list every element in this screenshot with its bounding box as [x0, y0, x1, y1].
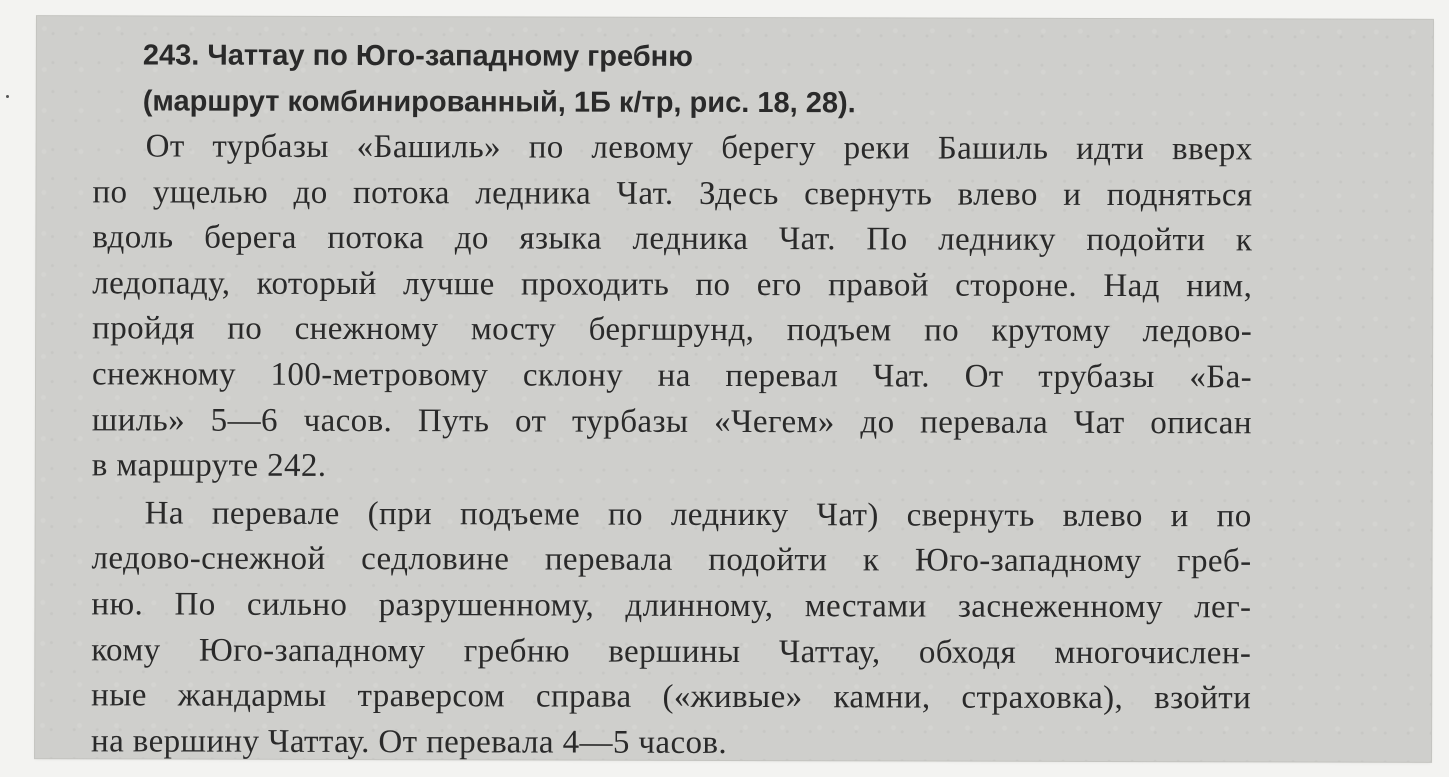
- route-title: 243. Чаттау по Юго-западному гребню: [142, 39, 693, 73]
- paper-clipping: [35, 16, 1433, 762]
- text-line: ледово-снежной седловине перевала подойти к Юго-западному греб-: [91, 540, 1252, 580]
- text-line: пройдя по снежному мосту бергшрунд, подъем по крутому ледово-: [92, 310, 1253, 350]
- text-line: на вершину Чаттау. От перевала 4—5 часов.: [91, 723, 728, 761]
- text-line: вдоль берега потока до языка ледника Чат. По леднику подойти к: [92, 219, 1253, 259]
- text-line: ные жандармы траверсом справа («живые» камни, страховка), взойти: [91, 677, 1252, 717]
- text-line: снежному 100-метровому склону на перевал Чат. От трубазы «Ба-: [91, 356, 1253, 396]
- text-line: в маршруте 242.: [91, 447, 327, 485]
- paragraph-ascent: [91, 491, 1252, 768]
- text-line: ню. По сильно разрушенному, длинному, местами заснеженному лег-: [91, 586, 1252, 626]
- text-line: шиль» 5—6 часов. Путь от турбазы «Чегем» до перевала Чат описан: [91, 401, 1252, 441]
- text-line: по ущелью до потока ледника Чат. Здесь свернуть влево и подняться: [92, 173, 1253, 213]
- text-line: На перевале (при подъеме по леднику Чат) свернуть влево и по: [144, 495, 1252, 535]
- text-line: кому Юго-западному гребню вершины Чаттау, обходя многочислен-: [91, 631, 1252, 671]
- route-description: [91, 32, 1253, 767]
- dust-speck: [6, 95, 9, 98]
- route-subtitle: (маршрут комбинированный, 1Б к/тр, рис. 18, 28).: [142, 85, 856, 120]
- text-line: ледопаду, который лучше проходить по его правой стороне. Над ним,: [92, 265, 1253, 305]
- paragraph-approach: [92, 124, 1253, 492]
- text-line: От турбазы «Башиль» по левому берегу реки Башиль идти вверх: [145, 128, 1253, 168]
